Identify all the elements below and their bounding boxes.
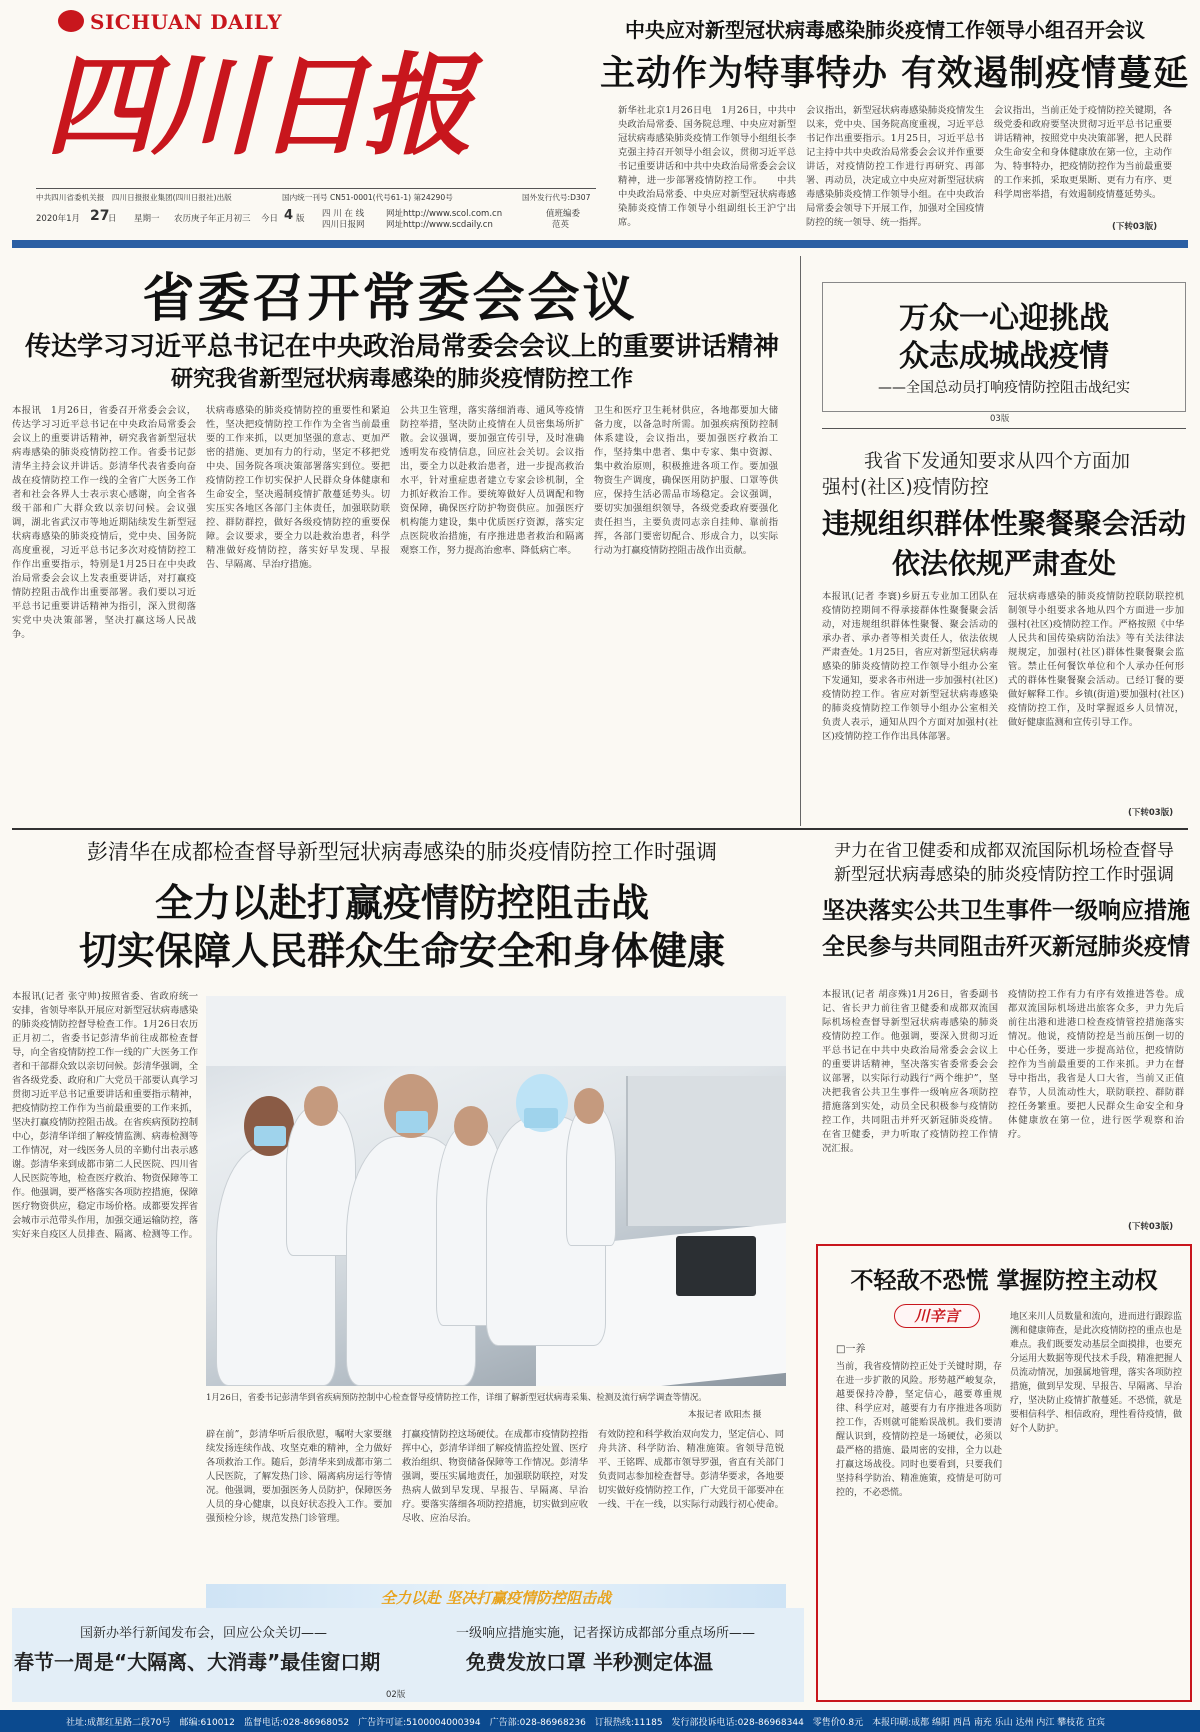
notice-col-2: 冠状病毒感染的肺炎疫情防控联防联控机制领导小组要求各地从四个方面进一步加强村(社区)疫情防控工作。严格按照《中华人民共和国传染病防治法》等有关法律法规规定，加强村(社区)群体性聚餐聚会监管。禁止任何餐饮单位和个人承办任何形式的群体性聚餐聚会活动。已经订餐的要做好解释工作。乡镇(街道)要加强村(社区)疫情防控工作，及时掌握返乡人员情况，做好健康监测和宣传引导工作。	[1008, 591, 1184, 728]
airport-col-1: 本报讯(记者 胡彦殊)1月26日，省委副书记、省长尹力前往省卫健委和成都双流国际机场检查督导新型冠状病毒感染的肺炎疫情防控工作。他强调，要深入贯彻习近平总书记在中共中央政治局常委会会议上的重要讲话精神，坚决落实省委常委会会议部署，以实际行动践行“两个维护”，坚决把我省公共卫生事件一级响应各项防控措施落到实处，动员全民积极参与疫情防控工作，共同阻击并歼灭新冠肺炎疫情。在省卫健委，尹力听取了疫情防控工作情况汇报。	[822, 989, 998, 1154]
airport-kicker-2: 新型冠状病毒感染的肺炎疫情防控工作时强调	[834, 865, 1174, 885]
masthead-rule	[12, 240, 1188, 248]
bottom-banner-text: 全力以赴 坚决打赢疫情防控阻击战	[380, 1589, 612, 1607]
top-story-col-1: 新华社北京1月26日电 1月26日，中共中央政治局常委、国务院总理、中央应对新型冠状病毒感染肺炎疫情工作领导小组组长李克强主持召开领导小组会议，贯彻习近平总书记重要讲话和中共中央政治局常委会会议精神，进一步部署疫情防控工作。 中共中央政治局常委、中央应对新型冠状病毒感染肺炎疫情工作领导小组副组长王沪宁出席。	[618, 105, 796, 228]
commentary-byline: □一养	[836, 1344, 866, 1355]
feature-box-subhead: ——全国总动员打响疫情防控阻击战纪实	[878, 380, 1130, 396]
pages-suffix: 版	[296, 214, 305, 224]
logo-emblem-icon	[58, 10, 84, 32]
pages-count: 4	[284, 208, 294, 223]
online-name-1: 四 川 在 线	[322, 209, 365, 219]
top-story-headline: 主动作为特事特办 有效遏制疫情蔓延	[600, 54, 1190, 94]
date-year: 2020年1月	[36, 214, 81, 224]
masthead-foreign-line: 国外发行代号:D307	[522, 193, 591, 202]
editor-name: 范英	[552, 220, 570, 230]
inspect-kicker: 彭清华在成都检查督导新型冠状病毒感染的肺炎疫情防控工作时强调	[87, 840, 717, 864]
date-day: 27	[90, 208, 110, 224]
top-story-col-2: 会议指出，新型冠状病毒感染肺炎疫情发生以来，党中央、国务院高度重视，习近平总书记作出重要指示。1月25日，习近平总书记主持中共中央政治局常委会会议并作重要讲话，对疫情防控工作进行再研究、再部署、再动员，决定成立中央应对新型冠状病毒感染肺炎疫情工作领导小组。在中央政治局常委会领导下开展工作，加强对全国疫情防控的统一领导、统一指挥。	[806, 105, 984, 228]
masthead-org-line: 中共四川省委机关报 四川日报报业集团(四川日报社)出版	[36, 193, 232, 202]
notice-kicker-2: 强村(社区)疫情防控	[822, 476, 989, 498]
footer-bar	[0, 1710, 1200, 1732]
lead-story-col-3: 公共卫生管理，落实落细消毒、通风等疫情防控举措，坚决防止疫情在人员密集场所扩散。会议强调，要加强宣传引导，及时准确透明发布疫情信息，回应社会关切。会议指出，要全力以赴救治患者，进一步提高救治水平，针对重症患者建立专家会诊机制，全力抓好救治工作。要统筹做好人员调配和物资保障，确保医疗防护物资供应。加强医疗机构能力建设，集中优质医疗资源，落实定点医院收治措施，有序推进患者救治和隔离观察工作，努力提高治愈率、降低病亡率。	[400, 405, 584, 556]
inspection-photo	[206, 996, 786, 1386]
pages-prefix: 今日	[261, 214, 279, 224]
inspect-col-1: 本报讯(记者 张守帅)按照省委、省政府统一安排，省领导率队开展应对新型冠状病毒感染的肺炎疫情防控督导检查工作。1月26日农历正月初二，省委书记彭清华前往成都检查督导，向全省疫情防控工作一线的广大医务工作者和干部群众致以亲切问候。彭清华强调，全省各级党委、政府和广大党员干部要认真学习贯彻习近平总书记重要讲话和重要指示精神，把疫情防控工作作为当前最重要的工作来抓，坚决打赢疫情防控阻击战。在省疾病预防控制中心，彭清华详细了解疫情监测、病毒检测等工作情况，对一线医务人员的辛勤付出表示感谢。彭清华来到成都市第二人民医院、四川省人民医院等地，检查医疗救治、物资保障等工作。他强调，要严格落实各项防控措施，保障医疗物资供应，稳定市场价格。成都要发挥省会城市示范带头作用，加强交通运输防控，落实好来自疫区人员排查、隔离、检测等工作。	[12, 991, 198, 1240]
lunar-date: 农历庚子年正月初三	[174, 214, 251, 224]
masthead-date-bar	[36, 206, 596, 232]
commentary-headline: 不轻敌不恐慌 掌握防控主动权	[850, 1268, 1158, 1294]
inspect-headline-2: 切实保障人民群众生命安全和身体健康	[78, 929, 725, 973]
airport-headline-2: 全民参与共同阻击歼灭新冠肺炎疫情	[822, 934, 1190, 960]
photo-caption: 1月26日，省委书记彭清华到省疾病预防控制中心检查督导疫情防控工作，详细了解新型冠状病毒采集、检测及流行病学调查等情况。	[206, 1393, 707, 1403]
notice-headline-1: 违规组织群体性聚餐聚会活动	[822, 507, 1187, 540]
bottom-right-kicker: 一级响应措施实施，记者探访成都部分重点场所——	[456, 1626, 756, 1641]
commentary-col-1: 当前，我省疫情防控正处于关键时期，存在进一步扩散的风险。形势越严峻复杂，越要保持冷静，坚定信心，越要尊重规律、科学应对，越要有力有序推进各项防控工作，否则就可能贻误战机。我们要清醒认识到，疫情防控是一场硬仗，必须以最严格的措施、最周密的安排，全力以赴打赢这场战役。同时也要看到，只要我们坚持科学防治、精准施策，疫情是可防可控的，不必恐慌。	[836, 1362, 1002, 1498]
lead-story-col-1: 本报讯 1月26日，省委召开常委会会议，传达学习习近平总书记在中央政治局常委会会议上的重要讲话精神，研究我省新型冠状病毒感染的肺炎疫情防控工作。省委书记彭清华主持会议并讲话。彭清华代表省委向奋战在疫情防控工作一线的全省广大医务工作者和社会各界人士表示衷心感谢，向全省各级干部和广大群众致以亲切问候。会议强调，湖北省武汉市等地近期陆续发生新型冠状病毒感染的肺炎疫情后，党中央、国务院高度重视，习近平总书记多次对疫情防控工作作出重要指示，特别是1月25日在中央政治局常委会会议上发表重要讲话，对打赢疫情防控阻击战作出重要部署。我们要以习近平总书记重要讲话精神为指引，深入贯彻落实党中央决策部署，坚决打赢这场人民战争。	[12, 405, 196, 640]
masthead-english-name: SICHUAN DAILY	[90, 10, 282, 34]
bottom-band-jump[interactable]: 02版	[386, 1690, 406, 1700]
top-story-jump[interactable]: (下转03版)	[1112, 222, 1158, 232]
top-story-col-3: 会议指出，当前正处于疫情防控关键期，各级党委和政府要坚决贯彻习近平总书记重要讲话精神，按照党中央决策部署，把人民群众生命安全和身体健康放在第一位，主动作为、特事特办，把疫情防控作为当前最重要的工作来抓，采取更果断、更有力有序、更科学周密举措，有效遏制疫情蔓延势头。	[994, 105, 1172, 200]
inspect-bottom-col-3: 打赢疫情防控这场硬仗。在成都市疫情防控指挥中心，彭清华详细了解疫情监控处置、医疗救治组织、物资储备保障等工作情况。彭清华强调，要压实属地责任，加强联防联控，对发热病人做到早发现、早报告、早隔离、早治疗。要落实落细各项防控措施，切实做到应收尽收、应治尽治。	[402, 1429, 588, 1524]
airport-jump[interactable]: (下转03版)	[1128, 1222, 1174, 1232]
notice-headline-2: 依法依规严肃查处	[891, 547, 1116, 580]
top-story-kicker: 中央应对新型冠状病毒感染肺炎疫情工作领导小组召开会议	[625, 18, 1145, 42]
lead-story-col-2: 状病毒感染的肺炎疫情防控的重要性和紧迫性，坚决把疫情防控工作作为全省当前最重要的工作来抓，以更加坚强的意志、更加严密的措施、更加有力的行动，坚定不移把党中央、国务院各项决策部署落实到位。要把疫情防控工作切实保护人民群众身体健康和生命安全，坚决遏制疫情扩散蔓延势头。切实压实各地区各部门主体责任，加强联防联控、群防群控，做好各级疫情防控的重要保障。会议要求，要全力以赴救治患者，科学精准做好疫情防控，落实好早发现、早报告、早隔离、早治疗措施。	[206, 405, 390, 570]
lead-story-subhead-1: 传达学习习近平总书记在中央政治局常委会会议上的重要讲话精神	[24, 332, 779, 362]
notice-kicker-1: 我省下发通知要求从四个方面加	[864, 450, 1131, 472]
date-day-suffix: 日	[108, 214, 117, 224]
feature-box-headline-1: 万众一心迎挑战	[899, 301, 1109, 336]
commentary-col-2: 地区来川人员数量和流向，进而进行跟踪监测和健康筛查，是此次疫情防控的重点也是难点。我们既要发动基层全面摸排，也要充分运用大数据等现代技术手段，精准把握人员流动情况，加强属地管理，落实各项防控措施，做到早发现、早报告、早隔离、早治疗，坚决防止疫情扩散蔓延。不恐慌，就是要相信科学、相信政府，理性看待疫情，做好个人防护。	[1010, 1312, 1182, 1434]
bottom-left-headline[interactable]: 春节一周是“大隔离、大消毒”最佳窗口期	[14, 1650, 381, 1674]
online-name-2: 四川日报网	[322, 220, 365, 230]
inspect-bottom-col-2: 辟在前”，彭清华听后很欣慰，嘱咐大家要继续发扬连续作战、攻坚克难的精神，全力做好各项救治工作。随后，彭清华来到成都市第二人民医院，了解发热门诊、隔离病房运行等情况。他强调，要加强医务人员防护，保障医务人员的身心健康，以良好状态投入工作。要加强预检分诊，规范发热门诊管理。	[206, 1429, 392, 1524]
lead-story-headline: 省委召开常委会会议	[142, 269, 638, 329]
lead-story-subhead-2: 研究我省新型冠状病毒感染的肺炎疫情防控工作	[170, 367, 633, 392]
feature-box-headline-2: 众志成城战疫情	[899, 339, 1109, 374]
lead-story-col-4: 卫生和医疗卫生耗材供应，各地都要加大储备力度，以备急时所需。加强疾病预防控制体系建设，会议指出，要加强医疗救治工作，坚持集中患者、集中专家、集中资源、集中救治原则，积极推进各项工作。要加强物资生产调度，确保医用防护服、口罩等供应，保持生活必需品市场稳定。会议强调，要切实加强组织领导，各级党委政府要强化责任担当，主要负责同志亲自挂帅、靠前指挥，各部门要密切配合、形成合力，以实际行动为打赢疫情防控阻击战作出贡献。	[594, 405, 778, 556]
airport-headline-1: 坚决落实公共卫生事件一级响应措施	[822, 898, 1190, 924]
feature-box[interactable]	[822, 282, 1186, 412]
notice-jump[interactable]: (下转03版)	[1128, 808, 1174, 818]
url-2[interactable]: 网址http://www.scdaily.cn	[386, 220, 493, 230]
airport-col-2: 疫情防控工作有力有序有效推进答卷。成都双流国际机场进出旅客众多，尹力先后前往出港和进港口检查疫情管控措施落实情况。他说，疫情防控是当前压倒一切的中心任务，要进一步提高站位，把疫情防控作为当前最重要的工作来抓。尹力在督导中指出，我省是人口大省，当前又正值春节，人员流动性大，联防联控、群防群控任务繁重。要把人民群众生命安全和身体健康放在第一位，进行医学观察和治疗。	[1008, 989, 1184, 1140]
commentary-logo-icon	[894, 1304, 980, 1328]
notice-col-1: 本报讯(记者 李寰)乡厨五专业加工团队在疫情防控期间不得承接群体性聚餐聚会活动，对违规组织群体性聚餐、聚会活动的承办者、承办者等相关责任人，依法依规严肃查处。1月25日，省应对新型冠状病毒感染的肺炎疫情防控工作领导小组办公室下发通知，要求各市州进一步加强村(社区)疫情防控工作。省应对新型冠状病毒感染的肺炎疫情防控工作领导小组办公室相关负责人表示，通知从四个方面对加强村(社区)疫情防控工作作出具体部署。	[822, 591, 998, 742]
masthead-chinese-name: 四川日报	[45, 41, 469, 170]
bottom-left-kicker: 国新办举行新闻发布会，回应公众关切——	[80, 1626, 328, 1641]
commentary-logo-text: 川辛言	[914, 1307, 960, 1325]
bottom-right-headline[interactable]: 免费发放口罩 半秒测定体温	[466, 1650, 713, 1674]
footer-text: 社址:成都红星路二段70号 邮编:610012 监督电话:028-86968052 广告许可证:5100004000394 广告部:028-86968236 订报热线:11185 发行部投诉电话:028-86968344 零售价0.8元 本报印刷:成都 绵阳 西昌 南充 乐山 达州 内江 攀枝花 宜宾	[66, 1718, 1106, 1728]
inspect-headline-1: 全力以赴打赢疫情防控阻击战	[154, 881, 649, 925]
editor-label: 值班编委	[546, 209, 581, 219]
airport-kicker-1: 尹力在省卫健委和成都双流国际机场检查督导	[834, 841, 1174, 861]
feature-box-jump[interactable]: 03版	[990, 414, 1010, 424]
url-1[interactable]: 网址http://www.scol.com.cn	[386, 209, 503, 219]
inspect-bottom-col-4: 有效防控和科学救治双向发力，坚定信心、同舟共济、科学防治、精准施策。省领导范锐平、王铭晖、成都市领导罗强，省直有关部门负责同志参加检查督导。彭清华要求，各地要切实做好疫情防控工作，广大党员干部要冲在一线、干在一线，以实际行动践行初心使命。	[598, 1429, 784, 1510]
weekday: 星期一	[134, 214, 160, 224]
masthead-cn-line: 国内统一刊号 CN51-0001(代号61-1) 第24290号	[282, 193, 453, 202]
photo-credit: 本报记者 欧阳杰 摄	[688, 1410, 762, 1420]
bottom-banner[interactable]	[206, 1584, 786, 1608]
